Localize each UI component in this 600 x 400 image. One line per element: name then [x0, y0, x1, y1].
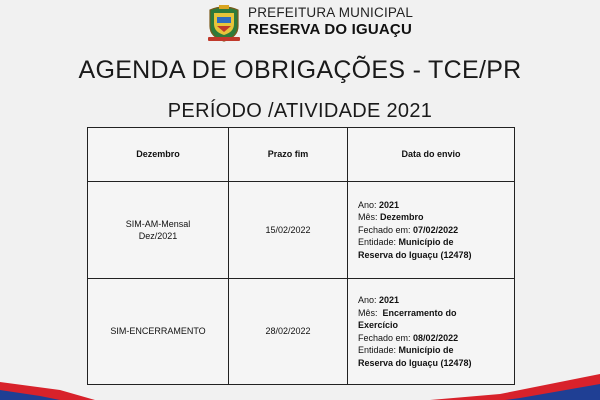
sent-details-cell	[348, 182, 515, 279]
obligation-period: Dez/2021	[138, 231, 178, 241]
column-header-month: Dezembro	[88, 128, 229, 182]
org-name-line2: RESERVA DO IGUAÇU	[248, 21, 412, 38]
month-value-cont: Exercício	[358, 320, 399, 330]
obligations-table	[87, 127, 515, 385]
month-value: Dezembro	[380, 212, 424, 223]
page-title: AGENDA DE OBRIGAÇÕES - TCE/PR	[78, 56, 522, 84]
month-label: Mês:	[358, 212, 378, 223]
closed-label: Fechado em:	[358, 332, 411, 343]
year-value: 2021	[379, 295, 400, 305]
entity-value-cont: Reserva do Iguaçu (12478)	[358, 357, 472, 368]
entity-label: Entidade:	[358, 345, 397, 355]
column-header-sent-date: Data do envio	[348, 128, 515, 182]
closed-value: 07/02/2022	[413, 224, 459, 235]
closed-value: 08/02/2022	[413, 332, 459, 343]
entity-label: Entidade:	[358, 237, 397, 248]
year-label: Ano:	[358, 295, 377, 305]
deadline-cell: 28/02/2022	[229, 279, 348, 385]
coat-of-arms-icon	[206, 4, 242, 42]
column-header-deadline: Prazo fim	[229, 128, 348, 182]
obligation-cell	[88, 182, 229, 279]
entity-value: Município de	[398, 237, 454, 248]
closed-label: Fechado em:	[358, 224, 411, 235]
table-row	[88, 182, 515, 279]
entity-value: Município de	[398, 345, 454, 355]
month-label: Mês:	[358, 307, 378, 318]
year-value: 2021	[379, 199, 400, 210]
obligation-name: SIM-AM-Mensal	[125, 218, 191, 229]
table-header-row	[88, 128, 515, 182]
decorative-stripes	[0, 360, 600, 400]
page-subtitle: PERÍODO /ATIVIDADE 2021	[167, 100, 433, 122]
entity-value-cont: Reserva do Iguaçu (12478)	[358, 249, 472, 260]
obligation-name: SIM-ENCERRAMENTO	[110, 326, 206, 337]
deadline-cell: 15/02/2022	[229, 182, 348, 279]
month-value: Encerramento do	[382, 307, 457, 318]
header	[0, 2, 600, 44]
year-label: Ano:	[358, 199, 377, 210]
org-name-line1: PREFEITURA MUNICIPAL	[248, 5, 414, 20]
